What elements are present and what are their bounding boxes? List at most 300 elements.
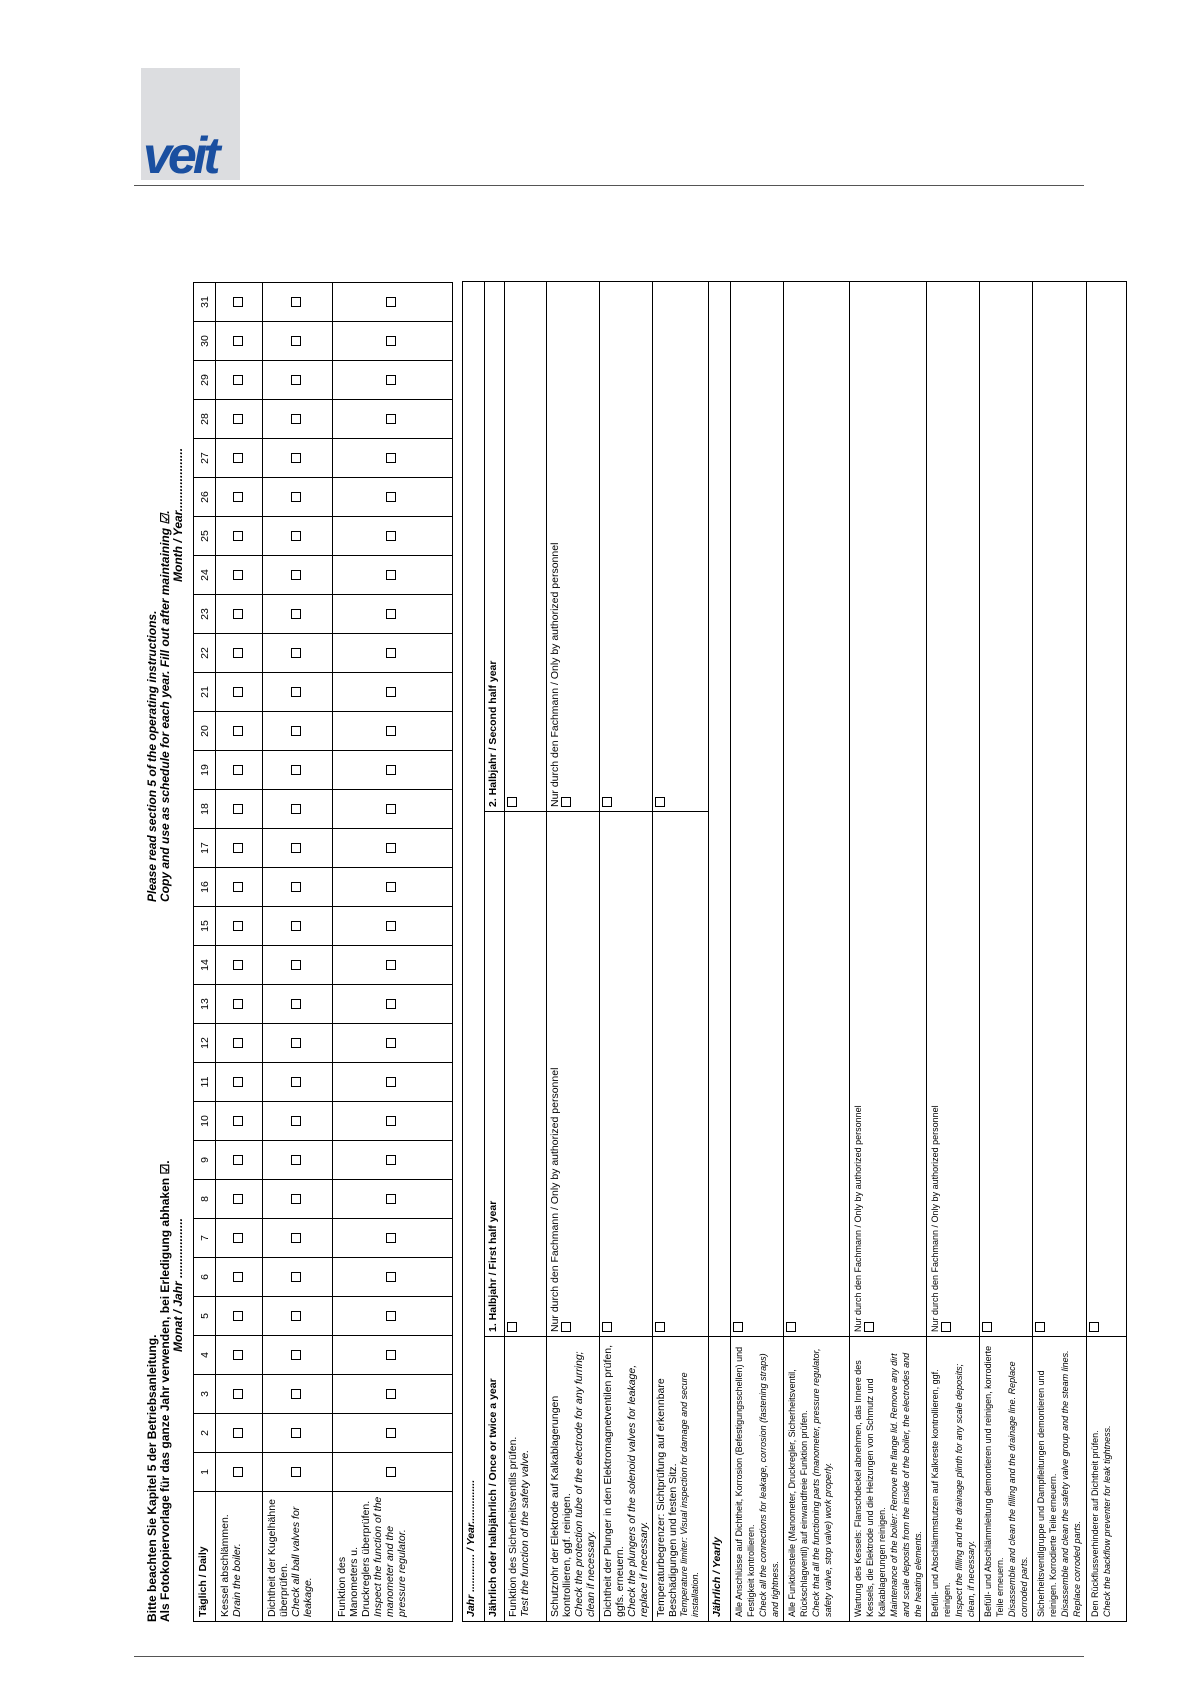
checkbox[interactable] <box>386 375 396 385</box>
checkbox[interactable] <box>291 1194 301 1204</box>
checkbox[interactable] <box>561 797 571 807</box>
checkbox[interactable] <box>291 570 301 580</box>
yearly-row <box>1033 282 1087 1622</box>
checkbox[interactable] <box>386 1389 396 1399</box>
daily-checkbox-cell <box>216 439 263 478</box>
only-expert-note: Nur durch den Fachmann / Only by authorized personnel <box>853 1105 863 1332</box>
checkbox[interactable] <box>233 804 243 814</box>
daily-checkbox-cell <box>263 517 333 556</box>
checkbox[interactable] <box>233 960 243 970</box>
checkbox-cell <box>547 282 600 812</box>
checkbox[interactable] <box>386 1194 396 1204</box>
daily-checkbox-cell <box>263 283 333 322</box>
day-number: 30 <box>194 322 216 361</box>
daily-checkbox-cell <box>216 1258 263 1297</box>
daily-checkbox-cell <box>216 361 263 400</box>
checkbox[interactable] <box>291 1038 301 1048</box>
daily-checkbox-cell <box>263 673 333 712</box>
day-number: 24 <box>194 556 216 595</box>
daily-checkbox-cell <box>216 1063 263 1102</box>
daily-checkbox-cell <box>216 673 263 712</box>
checkbox[interactable] <box>291 960 301 970</box>
task-de: Dichtheit der Plunger in den Elektromagnetventilen prüfen, ggfs. erneuern. <box>602 1345 626 1617</box>
daily-checkbox-cell <box>333 439 453 478</box>
task-de: Sicherheitsventilgruppe und Dampfleitungen demontieren und reinigen. Korrodierte Teile erneuern. <box>1036 1370 1058 1617</box>
day-number: 28 <box>194 400 216 439</box>
header-rule <box>134 185 1084 186</box>
daily-checkbox-cell <box>263 868 333 907</box>
checkbox[interactable] <box>291 492 301 502</box>
daily-checkbox-cell <box>216 634 263 673</box>
daily-checkbox-cell <box>216 829 263 868</box>
logo-text: veit <box>143 127 217 185</box>
checkbox[interactable] <box>233 1116 243 1126</box>
daily-checkbox-cell <box>216 1414 263 1453</box>
daily-checkbox-cell <box>333 1375 453 1414</box>
checkbox[interactable] <box>291 414 301 424</box>
task-label <box>653 1337 709 1622</box>
checkbox[interactable] <box>233 1350 243 1360</box>
checkbox[interactable] <box>291 336 301 346</box>
daily-checkbox-cell <box>263 790 333 829</box>
checkbox[interactable] <box>233 375 243 385</box>
checkbox[interactable] <box>233 1233 243 1243</box>
day-number: 27 <box>194 439 216 478</box>
checkbox[interactable] <box>233 531 243 541</box>
only-expert-note: Nur durch den Fachmann / Only by authorized personnel <box>549 1067 561 1332</box>
daily-checkbox-cell <box>216 1024 263 1063</box>
yearly-row <box>784 282 850 1622</box>
daily-checkbox-cell <box>333 790 453 829</box>
task-de: Kessel abschlämmen. <box>219 1514 231 1617</box>
daily-checkbox-cell <box>263 556 333 595</box>
checkbox[interactable] <box>1089 1322 1099 1332</box>
daily-row-manometer <box>333 283 453 1622</box>
checkbox-cell <box>731 282 784 1337</box>
checkbox[interactable] <box>561 1322 571 1332</box>
checkbox[interactable] <box>386 999 396 1009</box>
daily-checkbox-cell <box>333 1219 453 1258</box>
checkbox[interactable] <box>233 1389 243 1399</box>
checkbox[interactable] <box>233 999 243 1009</box>
daily-checkbox-cell <box>216 517 263 556</box>
yearly-header-blank <box>709 282 731 1337</box>
day-number: 18 <box>194 790 216 829</box>
task-de: Befüll- und Abschlämmstutzen auf Kalkreste kontrollieren, ggf. reinigen. <box>930 1369 952 1617</box>
daily-checkbox-cell <box>333 1258 453 1297</box>
checkbox[interactable] <box>386 297 396 307</box>
daily-checkbox-cell <box>263 1453 333 1492</box>
daily-checkbox-cell <box>333 400 453 439</box>
task-en: Maintenance of the boiler: Remove the flange lid. Remove any dirt and scale deposits from the inside of the boiler, the electrodes and the heating elements. <box>889 1352 923 1617</box>
halfyear-header-row <box>485 282 505 1622</box>
day-number: 12 <box>194 1024 216 1063</box>
daily-checkbox-cell <box>333 1024 453 1063</box>
checkbox[interactable] <box>291 1155 301 1165</box>
daily-checkbox-cell <box>216 868 263 907</box>
checkbox[interactable] <box>386 843 396 853</box>
daily-checkbox-cell <box>263 1336 333 1375</box>
checkbox[interactable] <box>386 765 396 775</box>
checkbox-cell <box>1087 282 1127 1337</box>
task-en: Check the plungers of the solenoid valves for leakage, replace if necessary. <box>626 1364 650 1617</box>
day-number: 10 <box>194 1102 216 1141</box>
daily-checkbox-cell <box>263 907 333 946</box>
checkbox[interactable] <box>291 687 301 697</box>
checkbox[interactable] <box>982 1322 992 1332</box>
daily-checkbox-cell <box>333 751 453 790</box>
day-number: 15 <box>194 907 216 946</box>
daily-header: Täglich / Daily <box>194 1492 216 1622</box>
day-number: 25 <box>194 517 216 556</box>
yearly-row <box>1087 282 1127 1622</box>
checkbox[interactable] <box>1035 1322 1045 1332</box>
day-number: 6 <box>194 1258 216 1297</box>
checkbox[interactable] <box>291 1389 301 1399</box>
task-en: Check all ball valves for leakage. <box>290 1506 314 1617</box>
daily-checkbox-cell <box>216 907 263 946</box>
daily-checkbox-cell <box>333 985 453 1024</box>
checkbox[interactable] <box>602 797 612 807</box>
daily-checkbox-cell <box>216 322 263 361</box>
task-en: Disassemble and clean the safety valve group and the steam lines. Replace corroded parts. <box>1060 1350 1082 1617</box>
second-half-header: 2. Halbjahr / Second half year <box>485 282 505 812</box>
daily-task-label <box>263 1492 333 1622</box>
checkbox[interactable] <box>507 1322 517 1332</box>
daily-checkbox-cell <box>263 1219 333 1258</box>
daily-task-label <box>333 1492 453 1622</box>
day-number: 31 <box>194 283 216 322</box>
day-number: 13 <box>194 985 216 1024</box>
checkbox[interactable] <box>291 726 301 736</box>
first-half-header: 1. Halbjahr / First half year <box>485 812 505 1337</box>
daily-checkbox-cell <box>263 595 333 634</box>
checkbox[interactable] <box>386 921 396 931</box>
daily-row-drain <box>216 283 263 1622</box>
checkbox[interactable] <box>941 1322 951 1332</box>
task-label <box>980 1337 1033 1622</box>
checkbox-cell <box>927 282 980 1337</box>
task-label <box>505 1337 547 1622</box>
daily-checkbox-cell <box>263 1024 333 1063</box>
daily-checkbox-cell <box>216 1375 263 1414</box>
task-en: Drain the boiler. <box>231 1543 243 1617</box>
task-label <box>1087 1337 1127 1622</box>
checkbox[interactable] <box>233 921 243 931</box>
checkbox[interactable] <box>291 804 301 814</box>
daily-checkbox-cell <box>333 1102 453 1141</box>
daily-checkbox-cell <box>216 478 263 517</box>
checkbox[interactable] <box>291 1467 301 1477</box>
checkbox[interactable] <box>386 609 396 619</box>
daily-checkbox-cell <box>216 751 263 790</box>
halfyear-header: Jährlich oder halbjährlich / Once or twice a year <box>485 1337 505 1622</box>
checkbox[interactable] <box>507 797 517 807</box>
daily-checkbox-cell <box>333 868 453 907</box>
checkbox[interactable] <box>291 297 301 307</box>
checkbox[interactable] <box>291 999 301 1009</box>
checkbox[interactable] <box>386 1077 396 1087</box>
daily-checkbox-cell <box>263 829 333 868</box>
daily-checkbox-cell <box>263 322 333 361</box>
task-en: Check that all the functioning parts (manometer, pressure regulator, safety valve, stop valve) work properly. <box>811 1348 833 1617</box>
checkbox[interactable] <box>655 797 665 807</box>
checkbox[interactable] <box>386 960 396 970</box>
daily-checkbox-cell <box>263 361 333 400</box>
daily-checkbox-cell <box>216 1453 263 1492</box>
checkbox-cell <box>547 812 600 1337</box>
daily-checkbox-cell <box>216 985 263 1024</box>
checkbox[interactable] <box>386 1311 396 1321</box>
task-de: Wartung des Kessels: Flanschdeckel abnehmen, das Innere des Kessels, die Elektrode und die Heizungen von Schmutz und Kalkablagerungen reinigen. <box>853 1360 887 1617</box>
daily-checkbox-cell <box>263 712 333 751</box>
daily-checkbox-cell <box>216 790 263 829</box>
checkbox[interactable] <box>291 453 301 463</box>
daily-checkbox-cell <box>216 946 263 985</box>
checkbox[interactable] <box>233 765 243 775</box>
footer-rule <box>134 1656 1084 1657</box>
checkbox[interactable] <box>864 1322 874 1332</box>
checkbox[interactable] <box>233 1467 243 1477</box>
checkbox[interactable] <box>291 1350 301 1360</box>
yearly-row <box>980 282 1033 1622</box>
checkbox-cell <box>784 282 850 1337</box>
checkbox-cell <box>653 282 709 812</box>
checkbox[interactable] <box>291 882 301 892</box>
checkbox-cell <box>850 282 927 1337</box>
checkbox[interactable] <box>291 1428 301 1438</box>
checkbox[interactable] <box>386 882 396 892</box>
day-number: 3 <box>194 1375 216 1414</box>
daily-checkbox-cell <box>216 556 263 595</box>
day-number: 23 <box>194 595 216 634</box>
checkbox[interactable] <box>233 336 243 346</box>
checkbox-cell <box>505 282 547 812</box>
checkbox[interactable] <box>291 648 301 658</box>
checkbox[interactable] <box>233 726 243 736</box>
checkbox-cell <box>505 812 547 1337</box>
checkbox[interactable] <box>386 336 396 346</box>
checkbox[interactable] <box>233 648 243 658</box>
yearly-row <box>731 282 784 1622</box>
checkbox[interactable] <box>786 1322 796 1332</box>
task-label <box>850 1337 927 1622</box>
checkbox[interactable] <box>386 1428 396 1438</box>
checkbox[interactable] <box>386 492 396 502</box>
checkbox[interactable] <box>386 453 396 463</box>
only-expert-note: Nur durch den Fachmann / Only by authorized personnel <box>930 1105 940 1332</box>
checkbox[interactable] <box>602 1322 612 1332</box>
task-en: Check the backflow preventer for leak tightness. <box>1102 1425 1112 1617</box>
daily-checkbox-cell <box>333 1336 453 1375</box>
day-number: 21 <box>194 673 216 712</box>
checkbox[interactable] <box>233 687 243 697</box>
checkbox[interactable] <box>291 531 301 541</box>
daily-checkbox-cell <box>216 1141 263 1180</box>
checkbox[interactable] <box>386 1467 396 1477</box>
daily-checkbox-cell <box>263 478 333 517</box>
day-number: 20 <box>194 712 216 751</box>
checkbox[interactable] <box>386 570 396 580</box>
day-number: 8 <box>194 1180 216 1219</box>
checkbox-cell <box>653 812 709 1337</box>
day-number: 4 <box>194 1336 216 1375</box>
yearly-header-row <box>709 282 731 1622</box>
checkbox[interactable] <box>233 570 243 580</box>
checkbox[interactable] <box>291 375 301 385</box>
checkbox[interactable] <box>386 1038 396 1048</box>
task-de: Funktion des Sicherheitsventils prüfen. <box>507 1436 519 1617</box>
daily-checkbox-cell <box>216 283 263 322</box>
daily-checkbox-cell <box>333 946 453 985</box>
checkbox[interactable] <box>291 609 301 619</box>
task-label <box>927 1337 980 1622</box>
daily-checkbox-cell <box>263 1141 333 1180</box>
checkbox[interactable] <box>291 921 301 931</box>
checkbox[interactable] <box>233 1038 243 1048</box>
checkbox[interactable] <box>386 1272 396 1282</box>
daily-checkbox-cell <box>333 1453 453 1492</box>
day-number: 7 <box>194 1219 216 1258</box>
daily-checkbox-cell <box>263 1375 333 1414</box>
year-label: Jahr ............. / Year............... <box>463 282 485 1622</box>
checkbox[interactable] <box>233 1155 243 1165</box>
daily-task-label <box>216 1492 263 1622</box>
checkbox[interactable] <box>233 492 243 502</box>
task-label <box>784 1337 850 1622</box>
task-en: Disassemble and clean the filling and the drainage line. Replace corroded parts. <box>1007 1361 1029 1617</box>
halfyear-row <box>653 282 709 1622</box>
checkbox[interactable] <box>233 609 243 619</box>
daily-checkbox-cell <box>263 1063 333 1102</box>
checkbox[interactable] <box>291 1116 301 1126</box>
daily-checkbox-cell <box>216 1102 263 1141</box>
checkbox[interactable] <box>233 1428 243 1438</box>
day-number: 1 <box>194 1453 216 1492</box>
daily-checkbox-cell <box>333 1414 453 1453</box>
checkbox[interactable] <box>386 804 396 814</box>
day-number: 11 <box>194 1063 216 1102</box>
daily-checkbox-cell <box>216 1180 263 1219</box>
yearly-header: Jährlich / Yearly <box>709 1337 731 1622</box>
yearly-row <box>850 282 927 1622</box>
daily-checkbox-cell <box>333 1297 453 1336</box>
checkbox[interactable] <box>233 1311 243 1321</box>
daily-checkbox-cell <box>333 907 453 946</box>
checkbox[interactable] <box>233 1272 243 1282</box>
checkbox-cell <box>980 282 1033 1337</box>
checkbox[interactable] <box>386 1155 396 1165</box>
checkbox[interactable] <box>233 882 243 892</box>
daily-row-ball-valves <box>263 283 333 1622</box>
periodic-table <box>462 281 1127 1622</box>
instructions-en <box>146 448 185 902</box>
checkbox[interactable] <box>291 1233 301 1243</box>
instructions-de <box>146 1160 185 1622</box>
task-label <box>547 1337 600 1622</box>
yearly-row <box>927 282 980 1622</box>
checkbox[interactable] <box>291 765 301 775</box>
checkbox[interactable] <box>386 414 396 424</box>
daily-checkbox-cell <box>263 1414 333 1453</box>
daily-checkbox-cell <box>333 673 453 712</box>
checkbox[interactable] <box>386 687 396 697</box>
daily-table <box>193 282 453 1622</box>
checkbox-cell <box>1033 282 1087 1337</box>
checkbox[interactable] <box>233 453 243 463</box>
task-de: Den Rückflussverhinderer auf Dichtheit prüfen. <box>1090 1430 1100 1617</box>
checkbox[interactable] <box>233 1077 243 1087</box>
task-en: Inspect the function of the manometer and the pressure regulator. <box>372 1496 408 1617</box>
daily-checkbox-cell <box>333 595 453 634</box>
day-number: 29 <box>194 361 216 400</box>
checkbox[interactable] <box>386 1233 396 1243</box>
checkbox[interactable] <box>233 843 243 853</box>
checkbox[interactable] <box>291 1077 301 1087</box>
checkbox[interactable] <box>233 297 243 307</box>
day-number: 14 <box>194 946 216 985</box>
daily-header-row <box>194 283 216 1622</box>
task-en: Temperature limiter: Visual inspection for damage and secure installation. <box>679 1372 700 1617</box>
daily-checkbox-cell <box>263 634 333 673</box>
checkbox[interactable] <box>386 1350 396 1360</box>
daily-checkbox-cell <box>216 712 263 751</box>
halfyear-row <box>600 282 653 1622</box>
daily-checkbox-cell <box>333 556 453 595</box>
task-de: Schutzrohr der Elektrode auf Kalkablagerungen kontrollieren, ggf. reinigen. <box>549 1395 573 1617</box>
halfyear-row <box>547 282 600 1622</box>
checkbox[interactable] <box>386 726 396 736</box>
checkbox[interactable] <box>233 414 243 424</box>
daily-checkbox-cell <box>263 1180 333 1219</box>
checkbox[interactable] <box>733 1322 743 1332</box>
veit-logo <box>141 68 240 185</box>
daily-checkbox-cell <box>263 751 333 790</box>
day-number: 5 <box>194 1297 216 1336</box>
instructions-de-line2: Als Fotokopiervorlage für das ganze Jahr verwenden, bei Erledigung abhaken ☑. <box>158 1160 172 1622</box>
checkbox-cell <box>600 812 653 1337</box>
day-number: 17 <box>194 829 216 868</box>
halfyear-row <box>505 282 547 1622</box>
task-de: Funktion des Manometers u. Druckreglers überprüfen. <box>336 1500 372 1617</box>
daily-checkbox-cell <box>333 283 453 322</box>
task-de: Dichtheit der Kugelhähne überprüfen. <box>266 1499 290 1617</box>
checkbox[interactable] <box>655 1322 665 1332</box>
checkbox[interactable] <box>386 648 396 658</box>
checkbox[interactable] <box>386 531 396 541</box>
daily-checkbox-cell <box>333 322 453 361</box>
instructions-en-line2: Copy and use as schedule for each year. Fill out after maintaining ☑. <box>158 510 172 902</box>
day-number: 2 <box>194 1414 216 1453</box>
checkbox-cell <box>600 282 653 812</box>
checkbox[interactable] <box>386 1116 396 1126</box>
daily-checkbox-cell <box>333 517 453 556</box>
checkbox[interactable] <box>291 843 301 853</box>
month-year-en: Month / Year................... <box>171 447 185 582</box>
daily-checkbox-cell <box>216 1297 263 1336</box>
daily-checkbox-cell <box>333 361 453 400</box>
task-de: Befüll- und Abschlämmleitung demontieren und reinigen, korrodierte Teile erneuern. <box>983 1345 1005 1617</box>
checkbox[interactable] <box>291 1311 301 1321</box>
checkbox[interactable] <box>233 1194 243 1204</box>
daily-checkbox-cell <box>333 1180 453 1219</box>
task-de: Alle Funktionsteile (Manometer, Druckregler, Sicherheitsventil, Rückschlagventil) auf einwandfreie Funktion prüfen. <box>787 1369 809 1617</box>
daily-checkbox-cell <box>263 946 333 985</box>
rotated-checklist <box>145 282 1112 1622</box>
task-en: Inspect the filling and the drainage plinth for any scale deposits; clean, if necessary. <box>954 1363 976 1617</box>
checkbox[interactable] <box>291 1272 301 1282</box>
daily-checkbox-cell <box>263 985 333 1024</box>
